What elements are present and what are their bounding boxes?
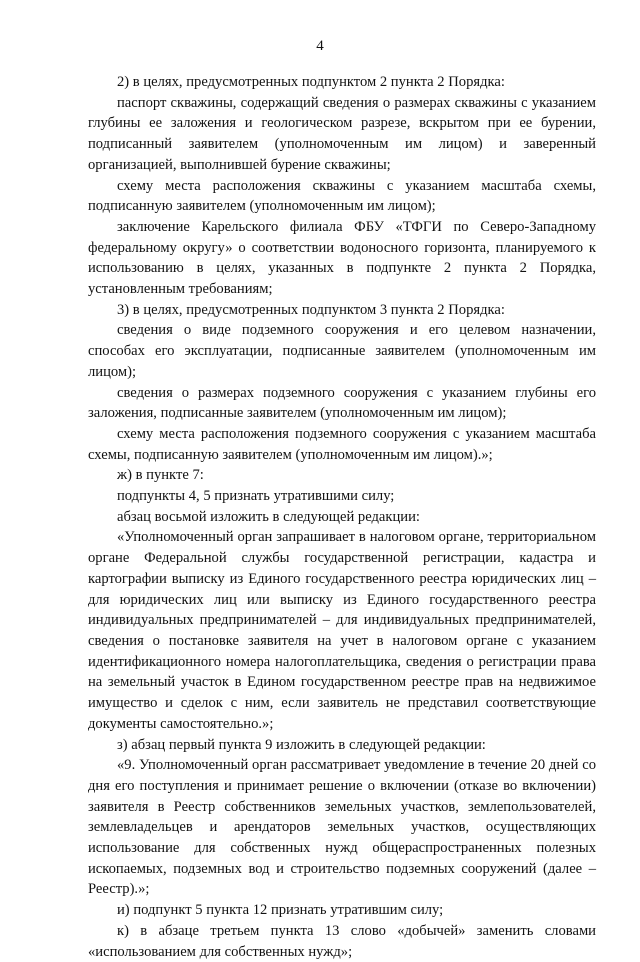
paragraph: сведения о размерах подземного сооружения с указанием глубины его заложения, подписанные заявителем (уполномоченным им лицом);	[88, 384, 596, 422]
paragraph: схему места расположения скважины с указанием масштаба схемы, подписанную заявителем (уполномоченным им лицом);	[88, 177, 596, 215]
paragraph: и) подпункт 5 пункта 12 признать утратившим силу;	[117, 902, 444, 919]
paragraph: схему места расположения подземного сооружения с указанием масштаба схемы, подписанную заявителем (уполномоченным им лицом).»;	[88, 425, 596, 463]
paragraph: паспорт скважины, содержащий сведения о размерах скважины с указанием глубины ее заложения и геологическом разрезе, вскрытом при ее бурении, подписанный заявителем (уполномоченным им лицом) и заверенный организацией, выполнившей бурение скважины;	[88, 94, 596, 173]
paragraph: сведения о виде подземного сооружения и его целевом назначении, способах его эксплуатации, подписанные заявителем (уполномоченным им лицом);	[88, 322, 596, 380]
paragraph: з) абзац первый пункта 9 изложить в следующей редакции:	[117, 736, 486, 753]
paragraph: 3) в целях, предусмотренных подпунктом 3 пункта 2 Порядка:	[117, 301, 505, 318]
paragraph: «Уполномоченный орган запрашивает в налоговом органе, территориальном органе Федеральной службы государственной регистрации, кадастра и картографии выписку из Единого государственного реестра юридических лиц – для юридических лиц или выписку из Единого государственного реестра индивидуальных предпринимателей – для индивидуальных предпринимателей, сведения о постановке заявителя на учет в налоговом органе с указанием идентификационного номера налогоплательщика, сведения о регистрации права на земельный участок в Едином государственном реестре прав на недвижимое имущество и сделок с ним, если заявитель не представил соответствующие документы самостоятельно.»;	[88, 529, 596, 732]
paragraph: 2) в целях, предусмотренных подпунктом 2 пункта 2 Порядка:	[117, 74, 505, 90]
document-body	[88, 72, 596, 962]
paragraph: подпункты 4, 5 признать утратившими силу;	[117, 488, 395, 505]
paragraph: заключение Карельского филиала ФБУ «ТФГИ по Северо-Западному федеральному округу» о соответствии водоносного горизонта, планируемого к использованию в целях, указанных в подпункте 2 пункта 2 Порядка, установленным требованиям;	[88, 218, 596, 298]
page-number: 4	[316, 38, 324, 54]
paragraph: к) в абзаце третьем пункта 13 слово «добычей» заменить словами «использованием для собственных нужд»;	[88, 922, 596, 960]
paragraph: ж) в пункте 7:	[117, 467, 204, 484]
paragraph: абзац восьмой изложить в следующей редакции:	[117, 508, 420, 525]
paragraph: «9. Уполномоченный орган рассматривает уведомление в течение 20 дней со дня его поступления и принимает решение о включении (отказе во включении) заявителя в Реестр собственников земельных участков, землепользователей, землевладельцев и арендаторов земельных участков, осуществляющих использование для собственных нужд общераспространенных полезных ископаемых, подземных вод и строительство подземных сооружений (далее – Реестр).»;	[88, 757, 596, 898]
